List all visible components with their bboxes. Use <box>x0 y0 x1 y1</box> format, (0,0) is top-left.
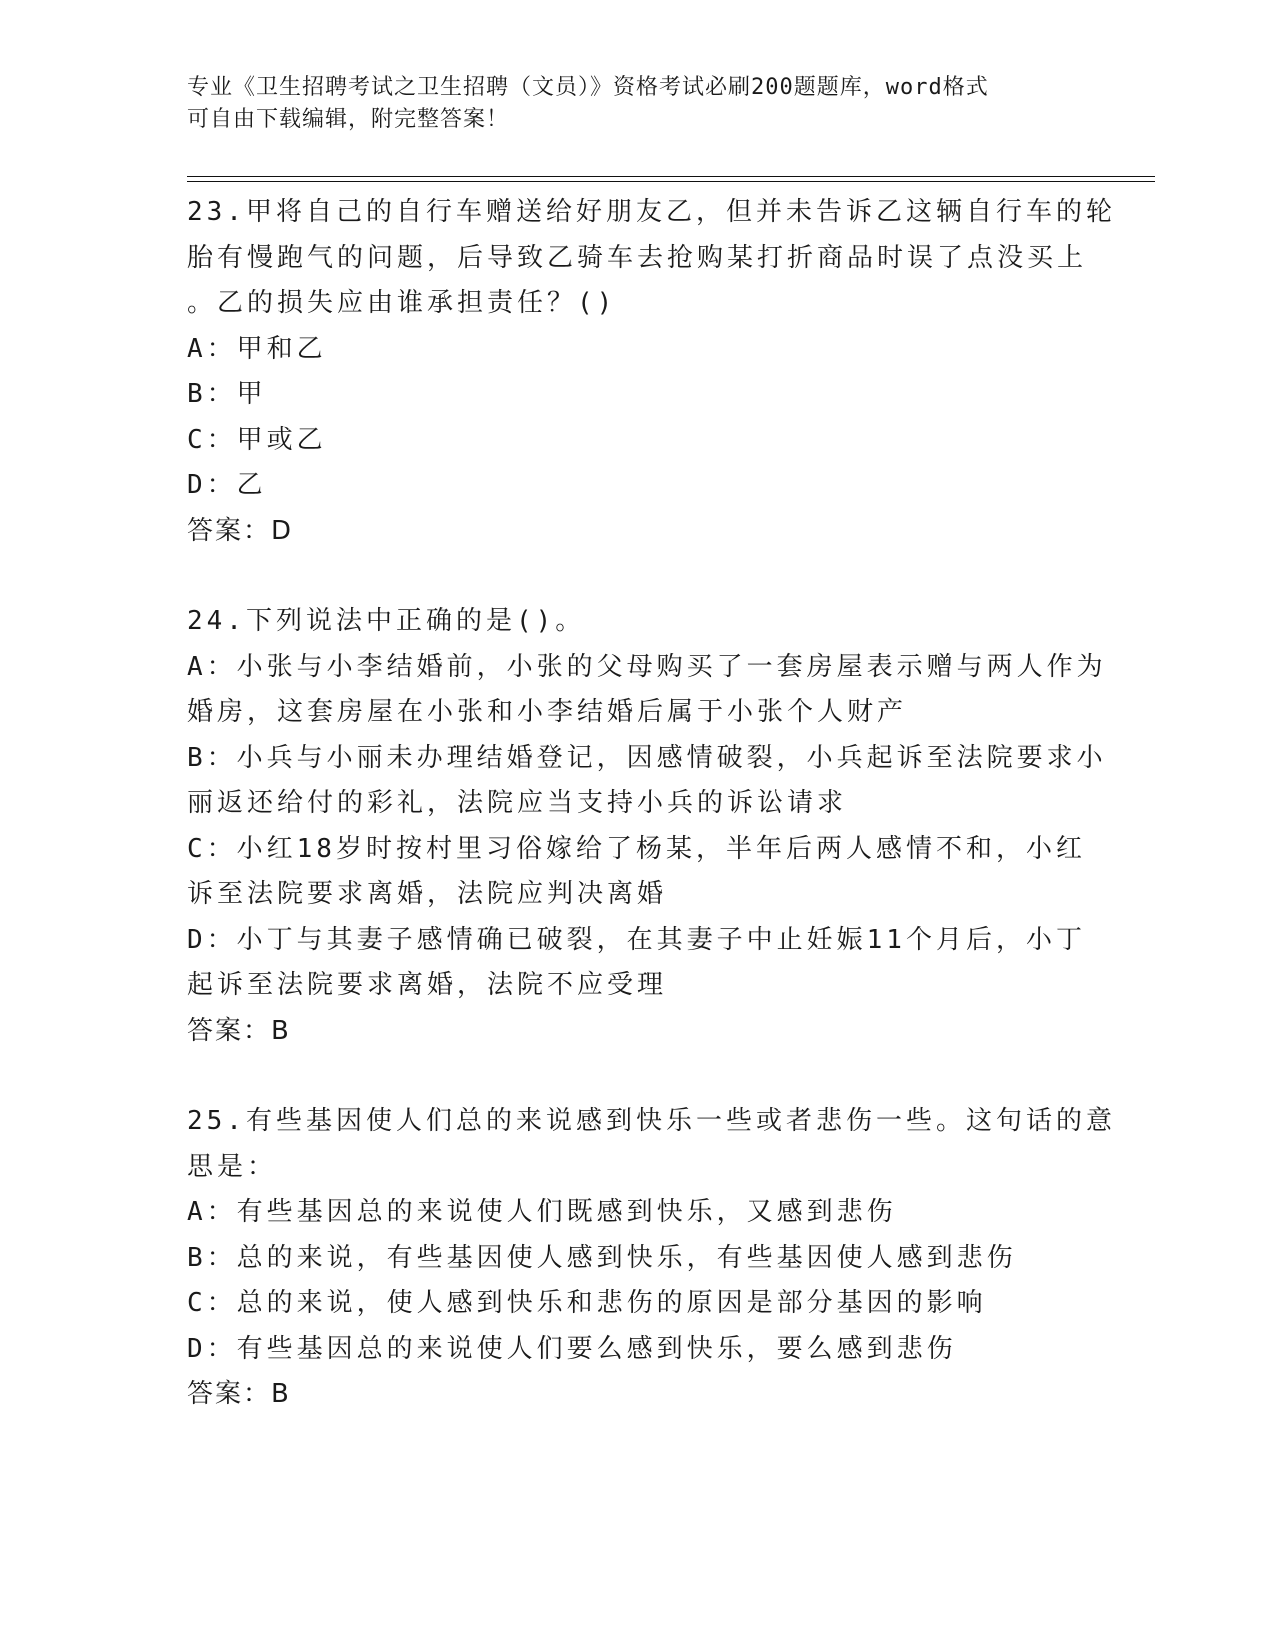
document-header <box>187 72 1067 136</box>
header-rule-bottom <box>187 181 1155 182</box>
option-a: A：甲和乙 <box>187 333 327 364</box>
answer: 答案：D <box>187 515 294 546</box>
answer: 答案：B <box>187 1015 291 1046</box>
answer: 答案：B <box>187 1379 291 1409</box>
option-a: A：小张与小李结婚前，小张的父母购买了一套房屋表示赠与两人作为 <box>187 651 1107 682</box>
question-list <box>187 190 1116 1418</box>
option-d-cont: 起诉至法院要求离婚，法院不应受理 <box>187 970 668 1000</box>
option-d: D：小丁与其妻子感情确已破裂，在其妻子中止妊娠11个月后，小丁 <box>187 924 1086 955</box>
question-stem: 胎有慢跑气的问题，后导致乙骑车去抢购某打折商品时误了点没买上 <box>187 242 1088 273</box>
option-d: D：有些基因总的来说使人们要么感到快乐，要么感到悲伤 <box>187 1333 957 1364</box>
question-stem: 。乙的损失应由谁承担责任？() <box>187 288 617 318</box>
option-d: D：乙 <box>187 470 267 500</box>
option-a: A：有些基因总的来说使人们既感到快乐，又感到悲伤 <box>187 1197 897 1227</box>
option-b: B：总的来说，有些基因使人感到快乐，有些基因使人感到悲伤 <box>187 1242 1017 1273</box>
header-rule-top <box>187 176 1155 177</box>
header-line: 可自由下载编辑，附完整答案！ <box>187 107 510 132</box>
question-23 <box>187 190 1116 554</box>
question-stem: 24.下列说法中正确的是()。 <box>187 606 586 636</box>
option-c-cont: 诉至法院要求离婚，法院应判决离婚 <box>187 879 668 909</box>
option-c: C：甲或乙 <box>187 424 327 455</box>
header-line: 专业《卫生招聘考试之卫生招聘（文员）》资格考试必刷200题题库，word格式 <box>187 75 989 100</box>
option-b: B：小兵与小丽未办理结婚登记，因感情破裂，小兵起诉至法院要求小 <box>187 742 1107 773</box>
question-stem: 23.甲将自己的自行车赠送给好朋友乙，但并未告诉乙这辆自行车的轮 <box>187 197 1116 227</box>
question-stem: 25.有些基因使人们总的来说感到快乐一些或者悲伤一些。这句话的意 <box>187 1106 1116 1136</box>
option-c: C：小红18岁时按村里习俗嫁给了杨某，半年后两人感情不和，小红 <box>187 833 1086 864</box>
question-24 <box>187 599 1107 1054</box>
question-stem: 思是： <box>187 1151 278 1182</box>
option-c: C：总的来说，使人感到快乐和悲伤的原因是部分基因的影响 <box>187 1288 987 1318</box>
option-b-cont: 丽返还给付的彩礼，法院应当支持小兵的诉讼请求 <box>187 788 848 818</box>
question-25 <box>187 1099 1116 1418</box>
option-b: B：甲 <box>187 379 267 409</box>
option-a-cont: 婚房，这套房屋在小张和小李结婚后属于小张个人财产 <box>187 697 908 727</box>
